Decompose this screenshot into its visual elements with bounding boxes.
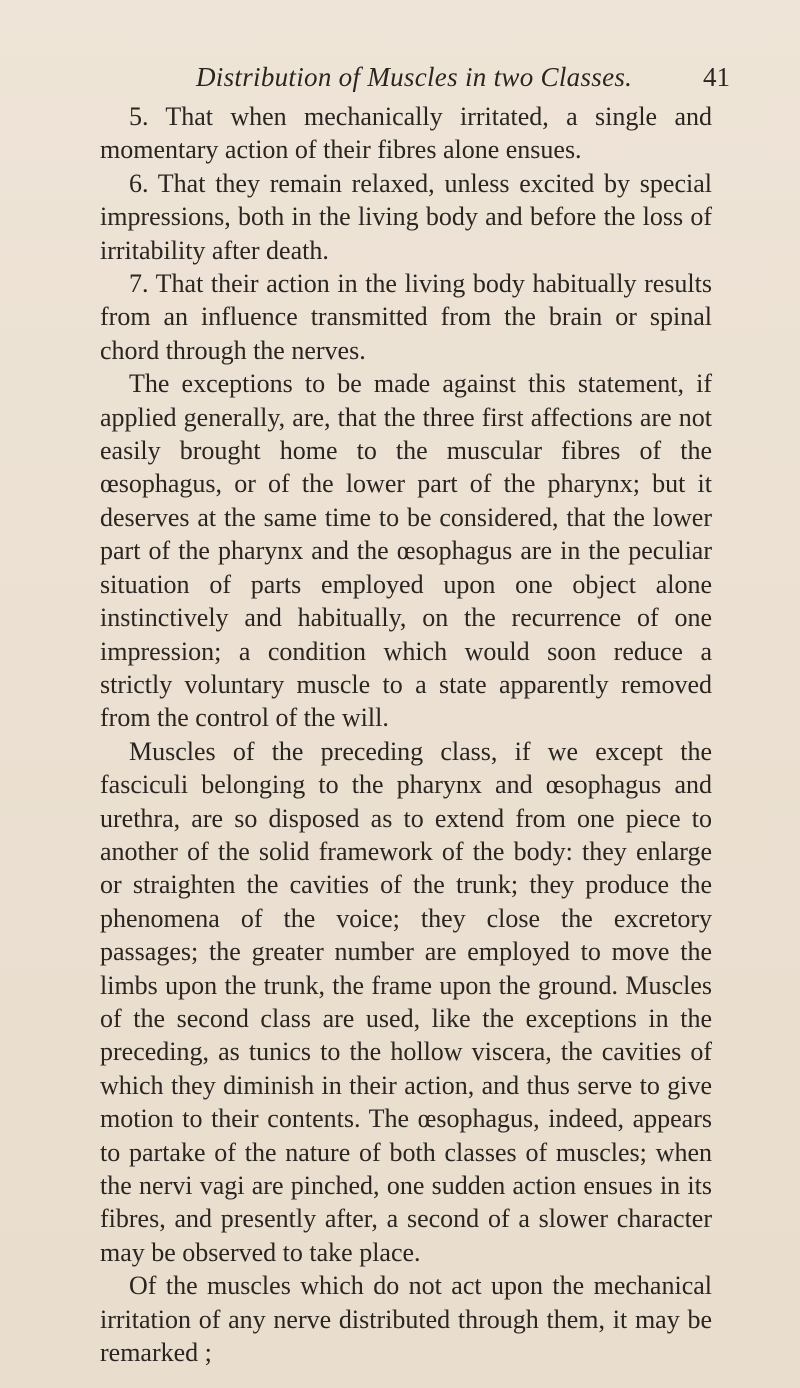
paragraph-preceding-class: Muscles of the preceding class, if we except the fasciculi belonging to the pharynx and œsophagus and urethra, are so disposed as to extend from one piece to another of the solid framework of the body: they enlarge or straighten the cavities of the trunk; they produce the phenomena of the voice; they close the excretory passages; the greater number are employed to move the limbs upon the trunk, the frame upon the ground. Muscles of the second class are used, like the exceptions in the preceding, as tunics to the hollow viscera, the cavities of which they diminish in their action, and thus serve to give motion to their contents. The œsophagus, indeed, appears to partake of the nature of both classes of muscles; when the nervi vagi are pinched, one sudden action ensues in its fibres, and presently after, a second of a slower character may be observed to take place. — [100, 736, 712, 1267]
paragraph-mechanical-irritation: Of the muscles which do not act upon the mechanical irritation of any nerve distributed through them, it may be remarked ; — [100, 1271, 712, 1368]
paragraph-point-6: 6. That they remain relaxed, unless excited by special impressions, both in the living body and before the loss of irritability after death. — [100, 168, 712, 265]
running-header: Distribution of Muscles in two Classes. — [196, 62, 633, 92]
page-number: 41 — [703, 62, 730, 92]
paragraph-exceptions: The exceptions to be made against this statement, if applied generally, are, that the three first affections are not easily brought home to the muscular fibres of the œsophagus, or of the lower part of the pharynx; but it deserves at the same time to be considered, that the lower part of the pharynx and the œsophagus are in the peculiar situation of parts employed upon one object alone instinctively and habitually, on the recurrence of one impression; a condition which would soon reduce a strictly voluntary muscle to a state apparently removed from the control of the will. — [100, 369, 712, 733]
body-text — [100, 100, 712, 1369]
paragraph-point-5: 5. That when mechanically irritated, a single and momentary action of their fibres alone ensues. — [100, 102, 712, 165]
paragraph-point-7: 7. That their action in the living body habitually results from an influence transmitted from the brain or spinal chord through the nerves. — [100, 269, 712, 365]
